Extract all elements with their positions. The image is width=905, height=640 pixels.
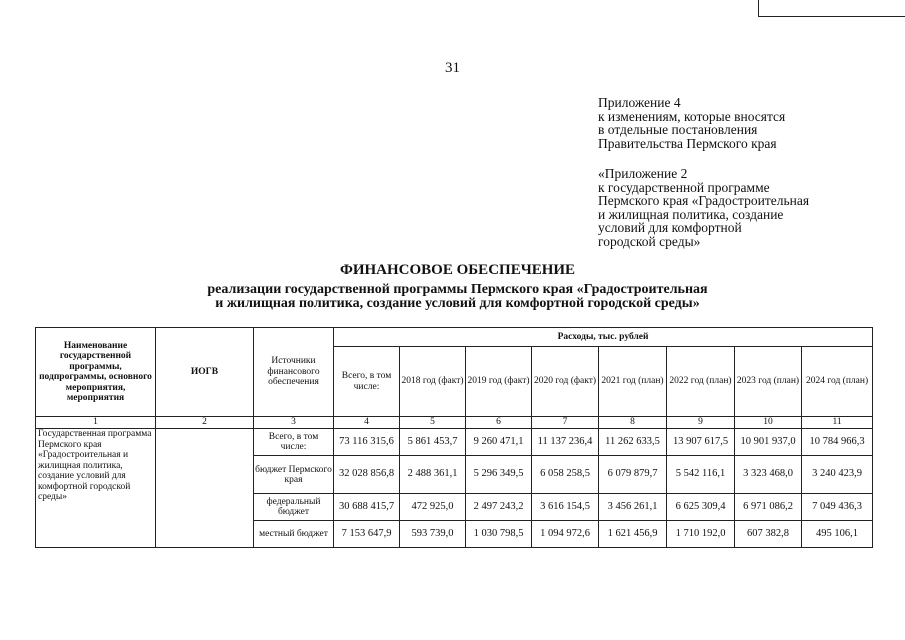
header-year: 2018 год (факт) bbox=[400, 347, 466, 417]
corner-frame-line bbox=[758, 0, 905, 17]
value-cell: 6 058 258,5 bbox=[532, 456, 599, 494]
header-year: 2020 год (факт) bbox=[532, 347, 599, 417]
column-number: 10 bbox=[735, 417, 802, 429]
source-cell: бюджет Пермского края bbox=[254, 456, 334, 494]
value-cell: 6 079 879,7 bbox=[599, 456, 667, 494]
column-number: 1 bbox=[36, 417, 156, 429]
value-cell: 73 116 315,6 bbox=[334, 429, 400, 456]
value-cell: 5 542 116,1 bbox=[667, 456, 735, 494]
value-cell: 6 625 309,4 bbox=[667, 494, 735, 521]
document-subtitle bbox=[0, 283, 905, 311]
value-cell: 1 030 798,5 bbox=[466, 521, 532, 548]
value-cell: 7 153 647,9 bbox=[334, 521, 400, 548]
page-number: 31 bbox=[445, 60, 460, 76]
source-cell: Всего, в том числе: bbox=[254, 429, 334, 456]
column-number: 3 bbox=[254, 417, 334, 429]
value-cell: 5 296 349,5 bbox=[466, 456, 532, 494]
value-cell: 2 488 361,1 bbox=[400, 456, 466, 494]
appendix-4-line: к изменениям, которые вносятся bbox=[598, 108, 786, 124]
subtitle-line: реализации государственной программы Пермского края «Градостроительная bbox=[207, 282, 708, 297]
column-number: 4 bbox=[334, 417, 400, 429]
header-year: 2019 год (факт) bbox=[466, 347, 532, 417]
value-cell: 1 710 192,0 bbox=[667, 521, 735, 548]
appendix-4-line: Приложение 4 bbox=[598, 95, 681, 110]
value-cell: 1 094 972,6 bbox=[532, 521, 599, 548]
header-expenses: Расходы, тыс. рублей bbox=[334, 328, 873, 347]
value-cell: 5 861 453,7 bbox=[400, 429, 466, 456]
appendix-2-line: и жилищная политика, создание bbox=[598, 206, 784, 222]
value-cell: 11 137 236,4 bbox=[532, 429, 599, 456]
value-cell: 3 616 154,5 bbox=[532, 494, 599, 521]
program-name-cell: Государственная программа Пермского края «Градостроительная и жилищная политика, создание условий для комфортной городской среды» bbox=[36, 429, 156, 548]
appendix-2-line: городской среды» bbox=[598, 233, 701, 249]
value-cell: 30 688 415,7 bbox=[334, 494, 400, 521]
appendix-2-line: к государственной программе bbox=[598, 179, 770, 195]
appendix-4-block bbox=[598, 96, 785, 150]
column-number: 9 bbox=[667, 417, 735, 429]
value-cell: 607 382,8 bbox=[735, 521, 802, 548]
table-row bbox=[36, 429, 873, 456]
header-year: 2022 год (план) bbox=[667, 347, 735, 417]
appendix-2-line: «Приложение 2 bbox=[598, 166, 688, 181]
header-year: 2021 год (план) bbox=[599, 347, 667, 417]
document-title: ФИНАНСОВОЕ ОБЕСПЕЧЕНИЕ bbox=[339, 262, 576, 278]
value-cell: 495 106,1 bbox=[802, 521, 873, 548]
value-cell: 7 049 436,3 bbox=[802, 494, 873, 521]
column-number: 8 bbox=[599, 417, 667, 429]
source-cell: федеральный бюджет bbox=[254, 494, 334, 521]
appendix-2-block bbox=[598, 167, 809, 248]
value-cell: 10 901 937,0 bbox=[735, 429, 802, 456]
value-cell: 13 907 617,5 bbox=[667, 429, 735, 456]
value-cell: 10 784 966,3 bbox=[802, 429, 873, 456]
header-name: Наименование государственной программы, подпрограммы, основного мероприятия, мероприятия bbox=[36, 328, 156, 417]
value-cell: 11 262 633,5 bbox=[599, 429, 667, 456]
subtitle-line: и жилищная политика, создание условий для комфортной городской среды» bbox=[215, 296, 700, 311]
column-number: 6 bbox=[466, 417, 532, 429]
value-cell: 3 456 261,1 bbox=[599, 494, 667, 521]
column-number: 2 bbox=[156, 417, 254, 429]
header-year: 2024 год (план) bbox=[802, 347, 873, 417]
value-cell: 9 260 471,1 bbox=[466, 429, 532, 456]
value-cell: 3 240 423,9 bbox=[802, 456, 873, 494]
header-year: 2023 год (план) bbox=[735, 347, 802, 417]
header-iogv: ИОГВ bbox=[156, 328, 254, 417]
value-cell: 593 739,0 bbox=[400, 521, 466, 548]
iogv-cell bbox=[156, 429, 254, 548]
value-cell: 32 028 856,8 bbox=[334, 456, 400, 494]
column-number: 11 bbox=[802, 417, 873, 429]
appendix-4-line: Правительства Пермского края bbox=[598, 135, 777, 151]
column-number: 7 bbox=[532, 417, 599, 429]
column-number: 5 bbox=[400, 417, 466, 429]
value-cell: 6 971 086,2 bbox=[735, 494, 802, 521]
value-cell: 2 497 243,2 bbox=[466, 494, 532, 521]
source-cell: местный бюджет bbox=[254, 521, 334, 548]
financing-table bbox=[35, 327, 873, 548]
appendix-2-line: Пермского края «Градостроительная bbox=[598, 193, 810, 208]
appendix-2-line: условий для комфортной bbox=[598, 220, 742, 235]
header-total: Всего, в том числе: bbox=[334, 347, 400, 417]
value-cell: 1 621 456,9 bbox=[599, 521, 667, 548]
header-row bbox=[36, 328, 873, 347]
column-number-row bbox=[36, 417, 873, 429]
appendix-4-line: в отдельные постановления bbox=[598, 122, 758, 137]
value-cell: 472 925,0 bbox=[400, 494, 466, 521]
value-cell: 3 323 468,0 bbox=[735, 456, 802, 494]
header-sources: Источники финансового обеспечения bbox=[254, 328, 334, 417]
